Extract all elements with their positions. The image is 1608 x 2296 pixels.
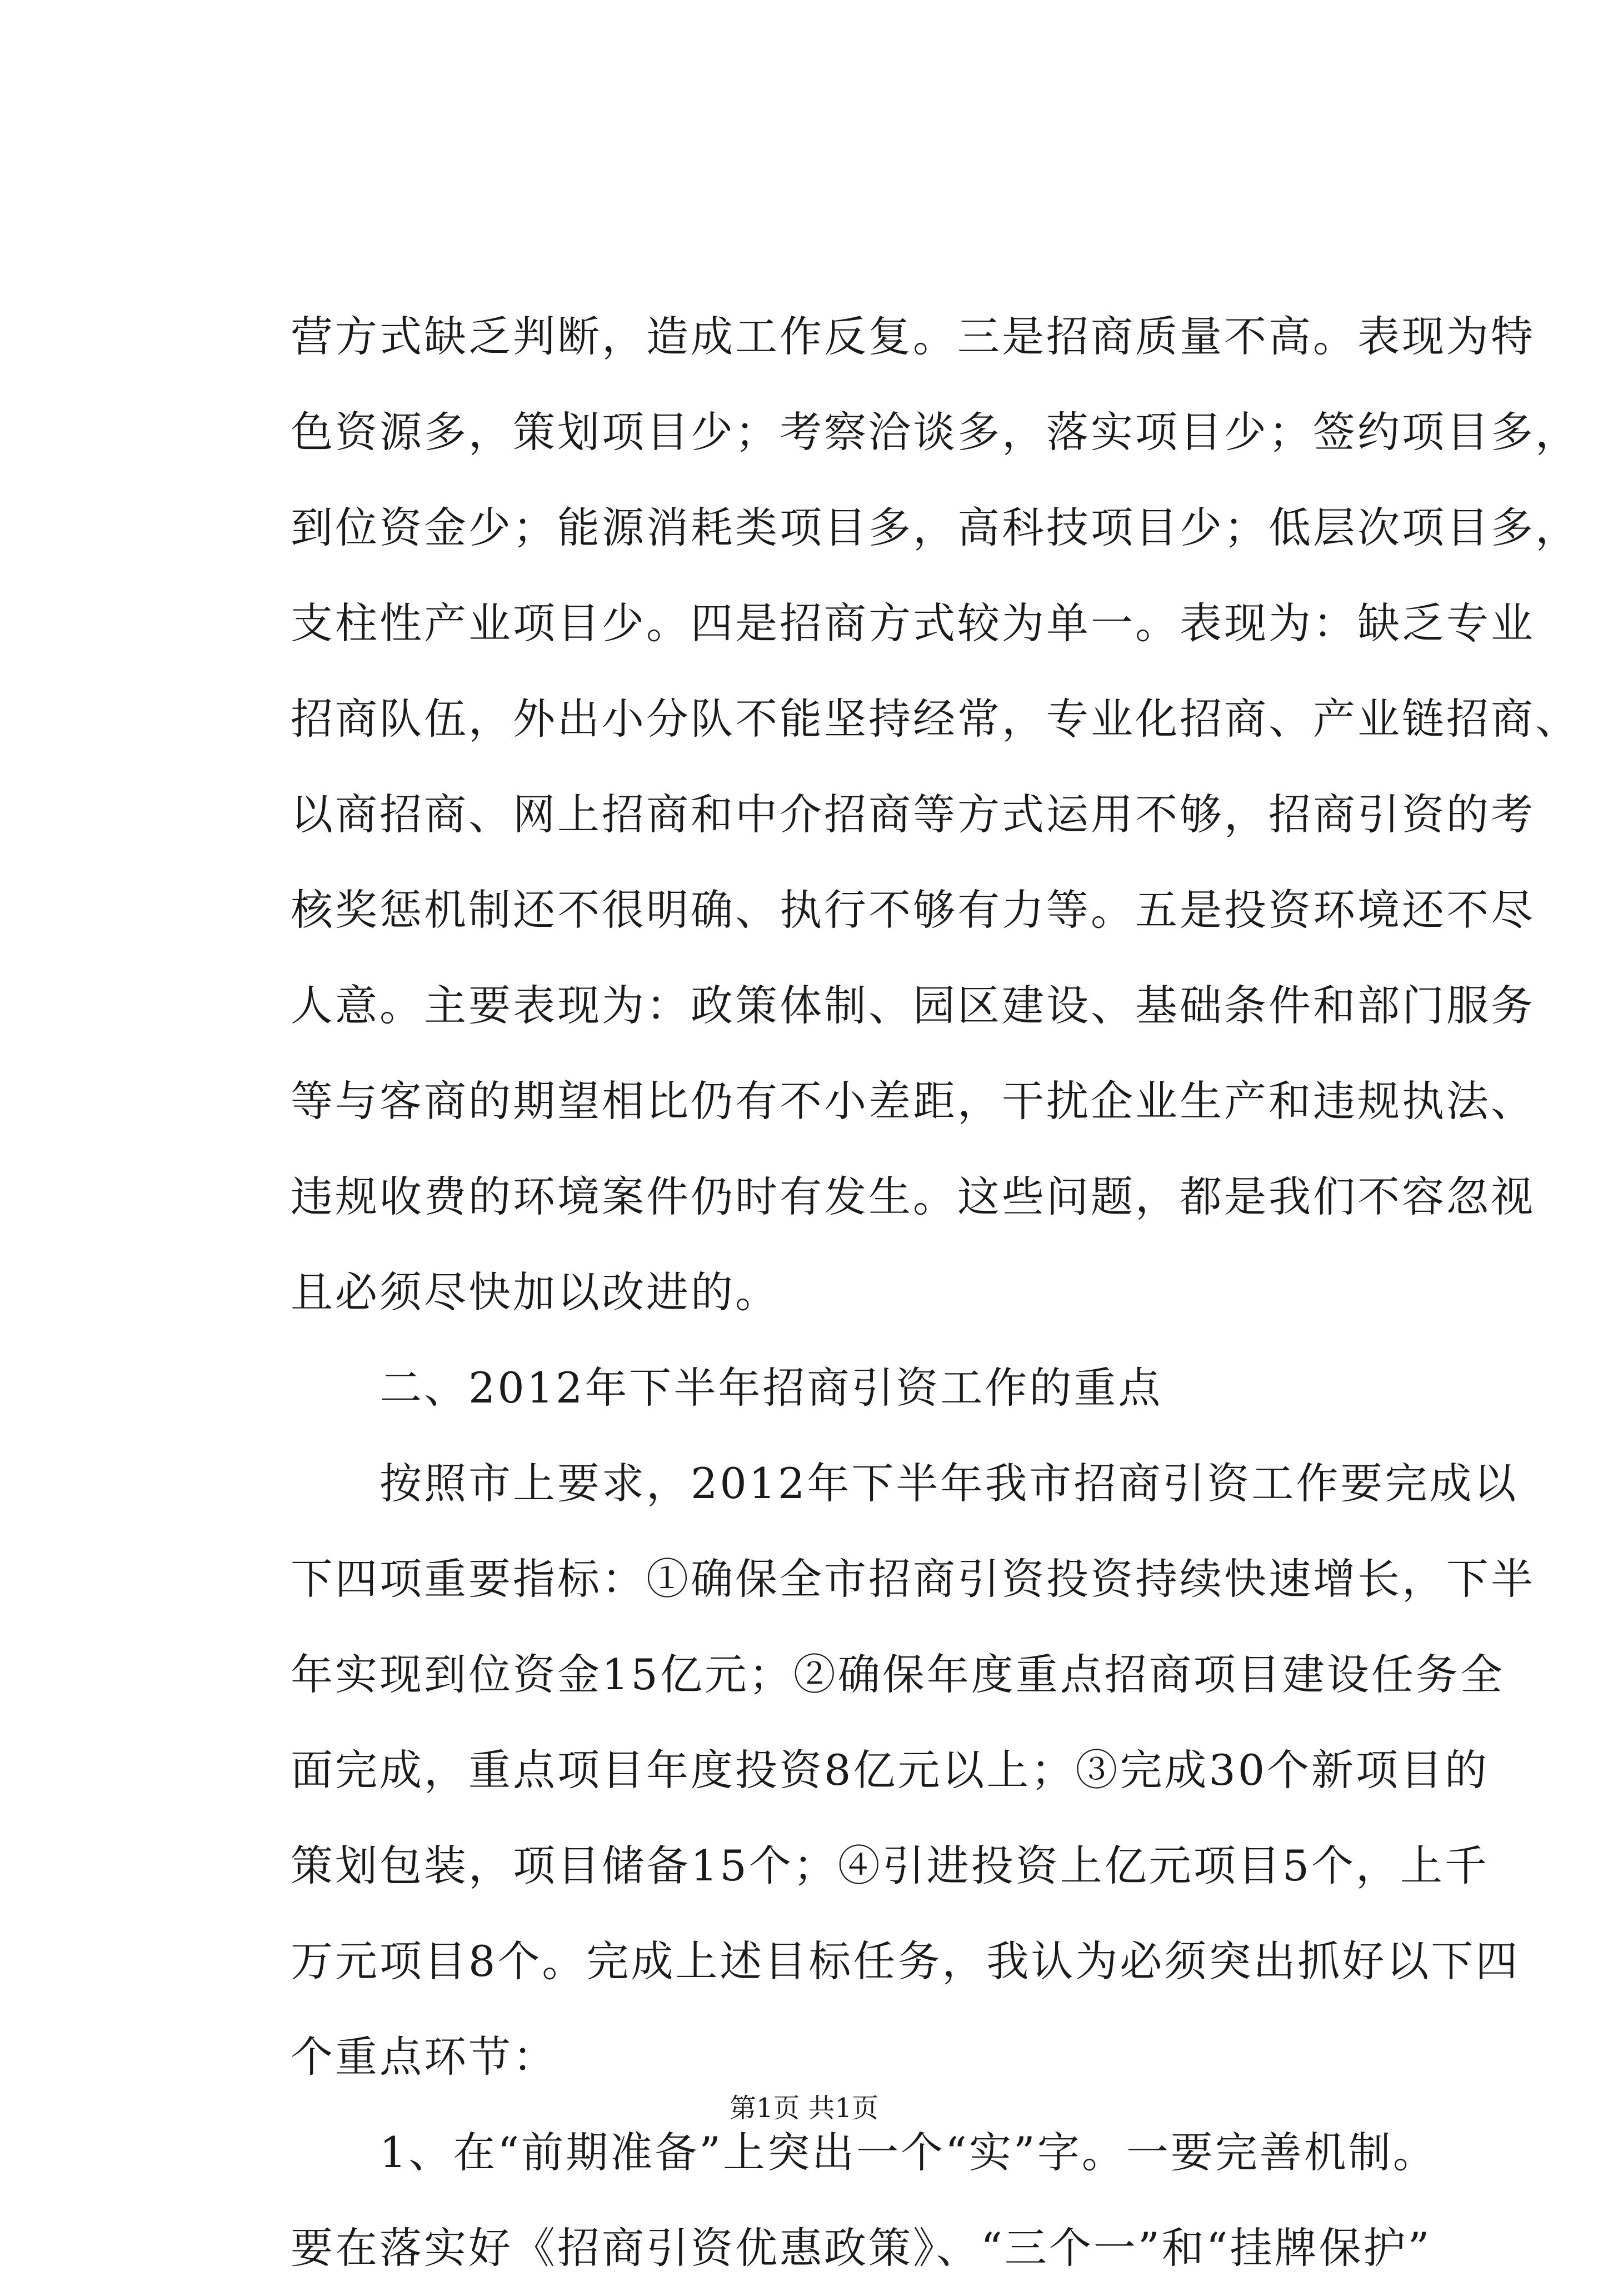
- text-line: 下四项重要指标：①确保全市招商引资投资持续快速增长，下半: [291, 1554, 1535, 1604]
- text-line: 且必须尽快加以改进的。: [291, 1267, 780, 1317]
- text-line: 招商队伍，外出小分队不能坚持经常，专业化招商、产业链招商、: [291, 694, 1580, 743]
- text-line: 1、在“前期准备”上突出一个“实”字。一要完善机制。: [379, 2128, 1437, 2177]
- text-line: 到位资金少；能源消耗类项目多，高科技项目少；低层次项目多，: [291, 503, 1580, 552]
- text-line: 年实现到位资金15亿元；②确保年度重点招商项目建设任务全: [291, 1650, 1505, 1699]
- text-line: 按照市上要求，2012年下半年我市招商引资工作要完成以: [379, 1459, 1519, 1508]
- text-line: 营方式缺乏判断，造成工作反复。三是招商质量不高。表现为特: [291, 312, 1535, 361]
- text-line: 要在落实好《招商引资优惠政策》、“三个一”和“挂牌保护”: [291, 2223, 1432, 2273]
- text-line: 以商招商、网上招商和中介招商等方式运用不够，招商引资的考: [291, 790, 1535, 839]
- text-line: 支柱性产业项目少。四是招商方式较为单一。表现为：缺乏专业: [291, 598, 1535, 648]
- page-footer: 第1页 共1页: [729, 2093, 879, 2124]
- text-line: 策划包装，项目储备15个；④引进投资上亿元项目5个，上千: [291, 1841, 1490, 1890]
- text-line: 色资源多，策划项目少；考察洽谈多，落实项目少；签约项目多，: [291, 407, 1580, 457]
- section-heading: 二、2012年下半年招商引资工作的重点: [379, 1363, 1163, 1412]
- text-line: 面完成，重点项目年度投资8亿元以上；③完成30个新项目的: [291, 1745, 1490, 1795]
- text-line: 人意。主要表现为：政策体制、园区建设、基础条件和部门服务: [291, 981, 1535, 1030]
- text-line: 核奖惩机制还不很明确、执行不够有力等。五是投资环境还不尽: [291, 885, 1535, 935]
- text-line: 万元项目8个。完成上述目标任务，我认为必须突出抓好以下四: [291, 1936, 1520, 1986]
- text-line: 个重点环节：: [291, 2032, 557, 2082]
- text-line: 违规收费的环境案件仍时有发生。这些问题，都是我们不容忽视: [291, 1172, 1535, 1221]
- text-line: 等与客商的期望相比仍有不小差距，干扰企业生产和违规执法、: [291, 1076, 1535, 1126]
- document-body: [291, 289, 1580, 2296]
